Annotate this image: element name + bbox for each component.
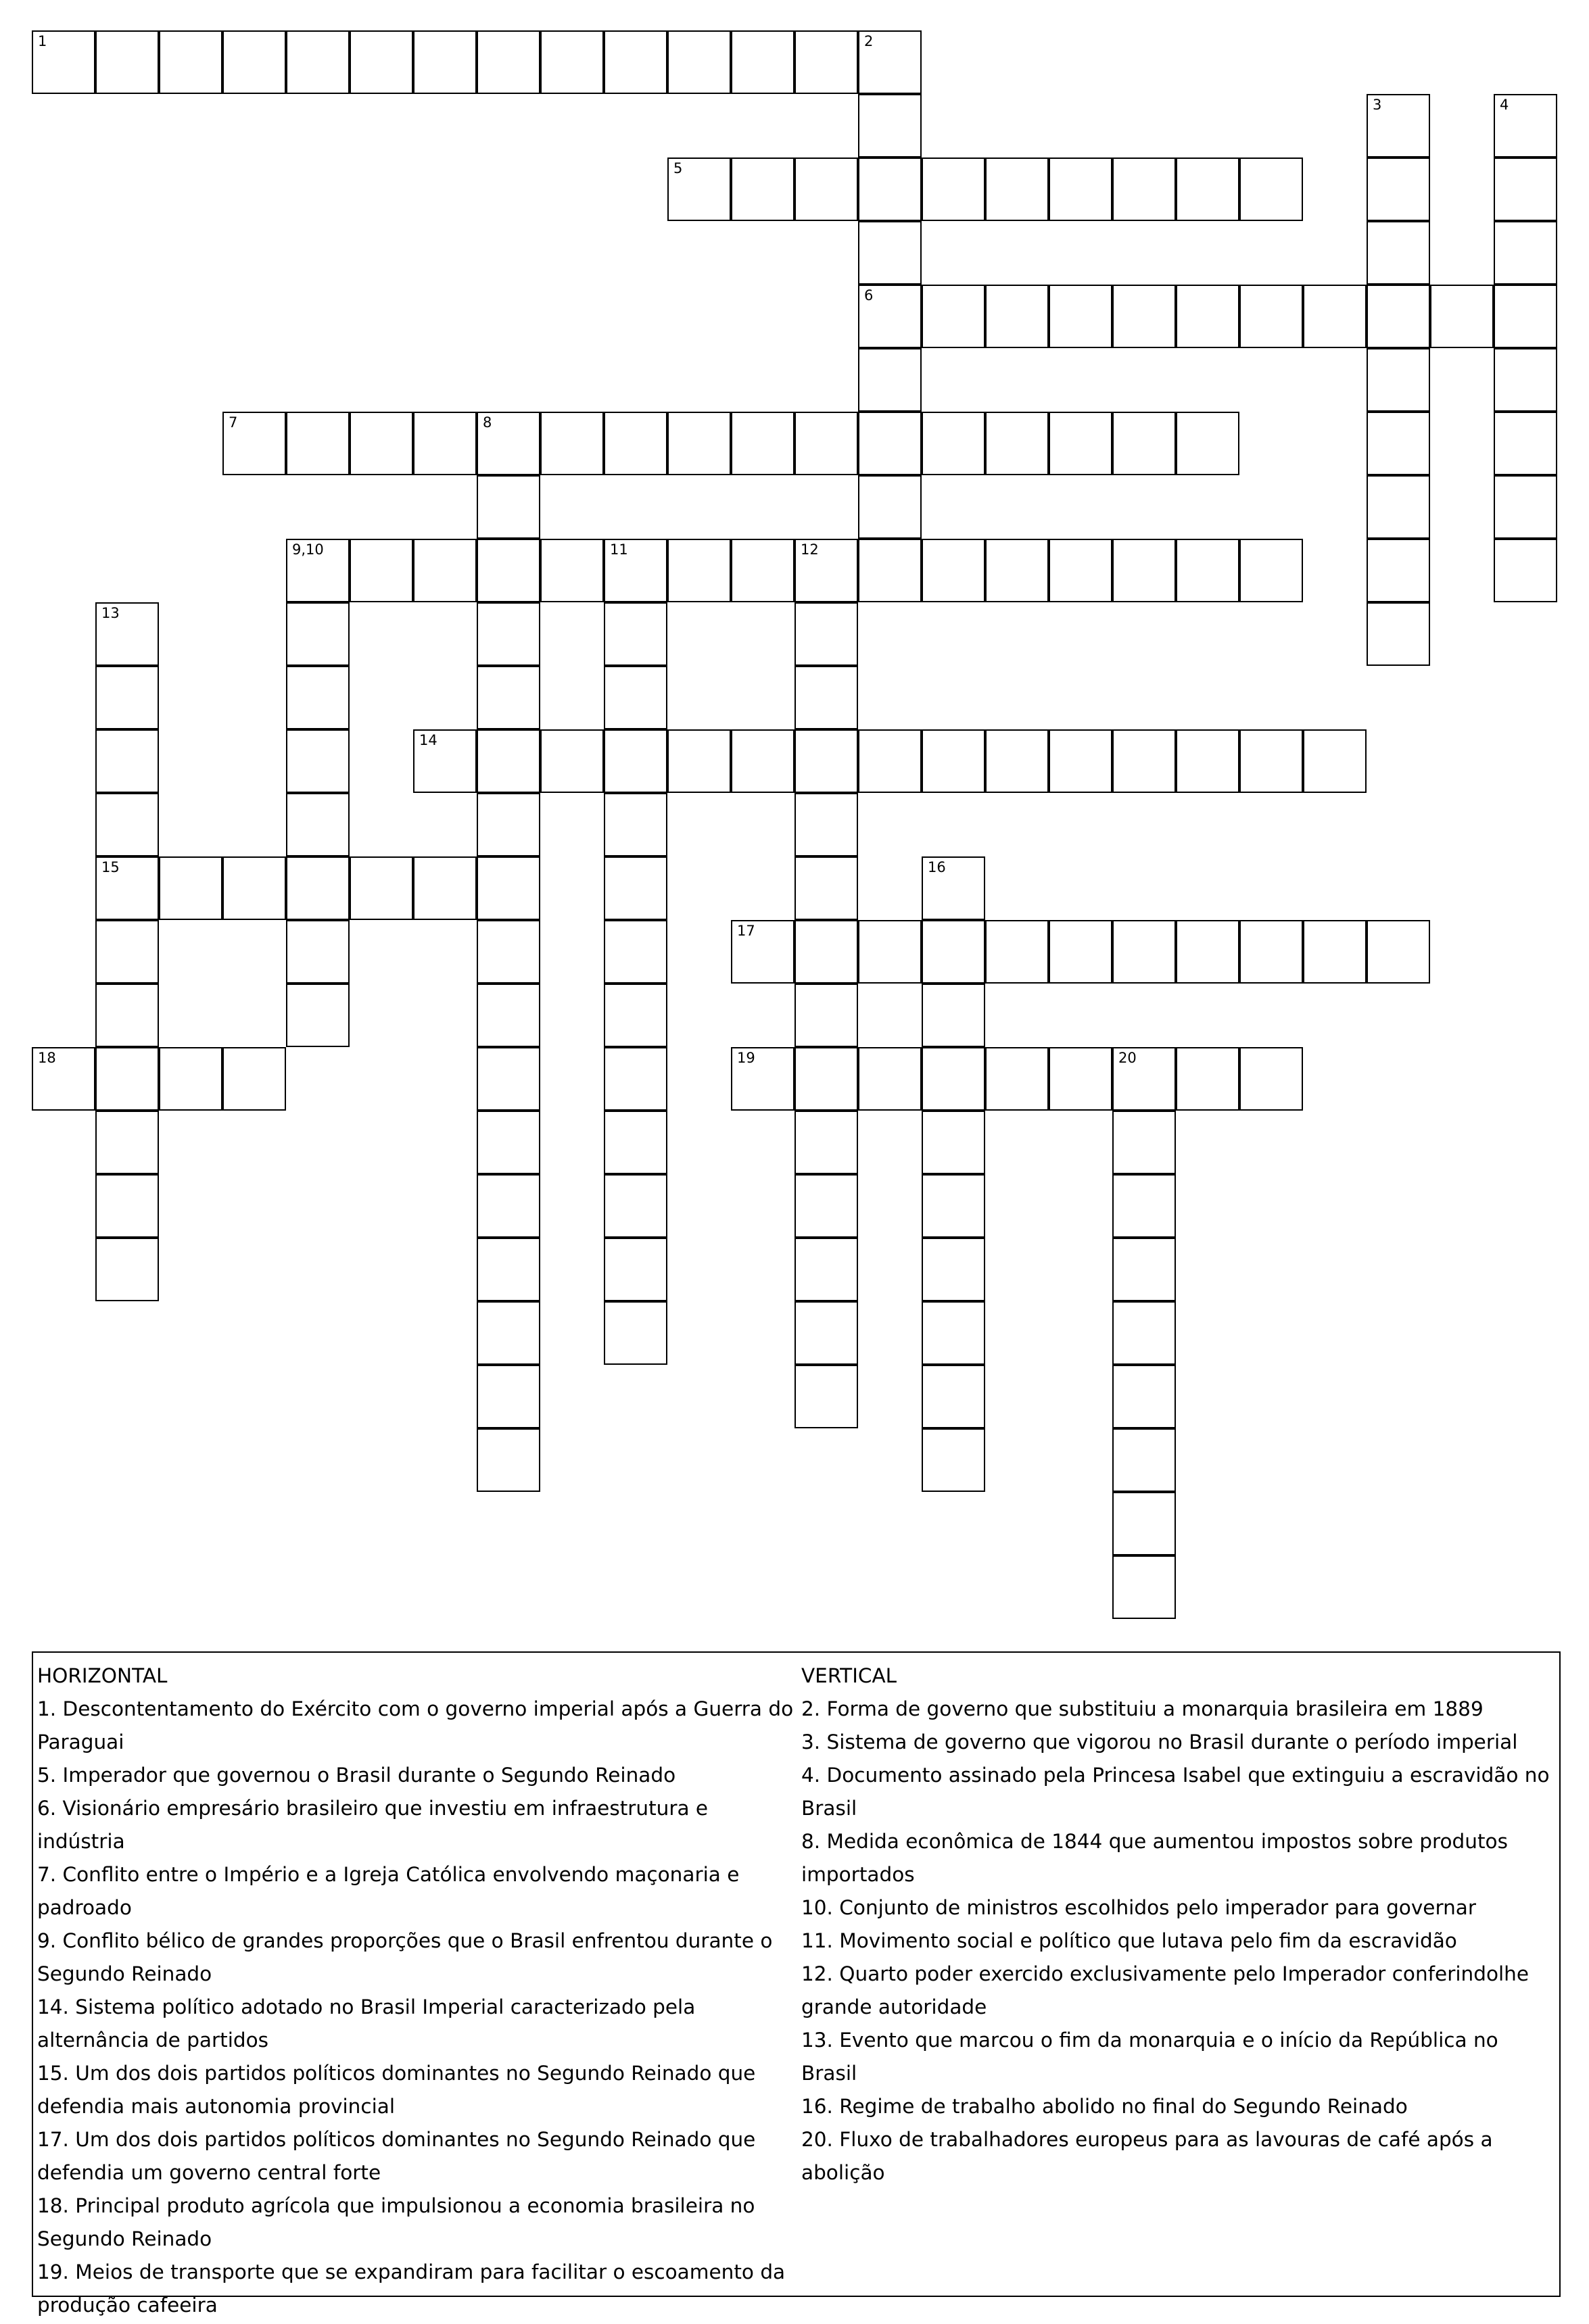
grid-cell[interactable]: [1049, 539, 1112, 602]
grid-cell[interactable]: [95, 793, 159, 856]
grid-cell[interactable]: [858, 30, 922, 94]
grid-cell[interactable]: [922, 1428, 985, 1492]
grid-cell[interactable]: [858, 412, 922, 475]
grid-cell[interactable]: [1112, 158, 1176, 221]
grid-cell[interactable]: [858, 221, 922, 285]
grid-cell[interactable]: [1049, 158, 1112, 221]
grid-cell[interactable]: [922, 412, 985, 475]
grid-cell[interactable]: [794, 158, 858, 221]
grid-cell[interactable]: [922, 1047, 985, 1111]
horizontal-clues: [37, 1660, 794, 2322]
grid-cell[interactable]: [477, 1174, 540, 1238]
clue-number: 18: [38, 1050, 56, 1066]
horizontal-clue: 5. Imperador que governou o Brasil durante o Segundo Reinado: [37, 1764, 676, 1787]
grid-cell[interactable]: [794, 1365, 858, 1428]
grid-cell[interactable]: [1367, 475, 1430, 539]
clue-number: 20: [1118, 1050, 1137, 1066]
grid-cell[interactable]: [1239, 539, 1303, 602]
grid-cell[interactable]: [477, 30, 540, 94]
grid-cell[interactable]: [1112, 285, 1176, 348]
grid-cell[interactable]: [985, 920, 1049, 984]
vertical-clue: 2. Forma de governo que substituiu a monarquia brasileira em 1889: [801, 1697, 1484, 1720]
grid-cell[interactable]: [95, 30, 159, 94]
vertical-clue: 8. Medida econômica de 1844 que aumentou impostos sobre produtos importados: [801, 1830, 1508, 1886]
clue-number: 15: [101, 859, 120, 875]
grid-cell[interactable]: [794, 1111, 858, 1174]
grid-cell[interactable]: [95, 1238, 159, 1301]
grid-cell[interactable]: [413, 729, 477, 793]
grid-cell[interactable]: [604, 1111, 667, 1174]
grid-cell[interactable]: [1112, 1047, 1176, 1111]
grid-cell[interactable]: [858, 1047, 922, 1111]
grid-cell[interactable]: [1176, 920, 1239, 984]
grid-cell[interactable]: [731, 920, 794, 984]
clue-number: 16: [928, 859, 946, 875]
clue-number: 1: [38, 33, 47, 49]
grid-cell[interactable]: [858, 285, 922, 348]
grid-cell[interactable]: [1239, 729, 1303, 793]
grid-cell[interactable]: [286, 856, 350, 920]
grid-cell[interactable]: [159, 1047, 222, 1111]
grid-cell[interactable]: [413, 412, 477, 475]
grid-cell[interactable]: [922, 856, 985, 920]
grid-cell[interactable]: [1049, 920, 1112, 984]
grid-cell[interactable]: [540, 729, 604, 793]
grid-cell[interactable]: [95, 1174, 159, 1238]
grid-cell[interactable]: [1112, 729, 1176, 793]
grid-cell[interactable]: [350, 539, 413, 602]
grid-cell[interactable]: [858, 539, 922, 602]
grid-cell[interactable]: [477, 1111, 540, 1174]
grid-cell[interactable]: [477, 920, 540, 984]
clue-number: 2: [864, 33, 874, 49]
grid-cell[interactable]: [95, 666, 159, 729]
grid-cell[interactable]: [985, 158, 1049, 221]
grid-cell[interactable]: [1176, 285, 1239, 348]
grid-cell[interactable]: [604, 793, 667, 856]
grid-cell[interactable]: [922, 158, 985, 221]
vertical-clue-list: [801, 1693, 1555, 2189]
grid-cell[interactable]: [1239, 285, 1303, 348]
grid-cell[interactable]: [222, 1047, 286, 1111]
grid-cell[interactable]: [858, 475, 922, 539]
grid-cell[interactable]: [858, 348, 922, 412]
clues-panel: [32, 1651, 1561, 2317]
grid-cell[interactable]: [922, 1365, 985, 1428]
grid-cell[interactable]: [858, 158, 922, 221]
grid-cell[interactable]: [1494, 94, 1557, 158]
grid-cell[interactable]: [731, 30, 794, 94]
grid-cell[interactable]: [1303, 285, 1367, 348]
horizontal-clue: 18. Principal produto agrícola que impulsionou a economia brasileira no Segundo Reinado: [37, 2194, 755, 2250]
vertical-clues: [801, 1660, 1555, 2189]
grid-cell[interactable]: [477, 602, 540, 666]
grid-cell[interactable]: [1176, 412, 1239, 475]
grid-cell[interactable]: [794, 793, 858, 856]
grid-cell[interactable]: [1303, 729, 1367, 793]
grid-cell[interactable]: [540, 412, 604, 475]
grid-cell[interactable]: [794, 602, 858, 666]
horizontal-clue: 14. Sistema político adotado no Brasil Imperial caracterizado pela alternância de partidos: [37, 1995, 696, 2052]
grid-cell[interactable]: [477, 793, 540, 856]
grid-cell[interactable]: [604, 729, 667, 793]
grid-cell[interactable]: [1494, 539, 1557, 602]
grid-cell[interactable]: [1367, 158, 1430, 221]
horizontal-clue: 1. Descontentamento do Exército com o governo imperial após a Guerra do Paraguai: [37, 1697, 794, 1753]
grid-cell[interactable]: [540, 539, 604, 602]
grid-cell[interactable]: [922, 1301, 985, 1365]
grid-cell[interactable]: [413, 539, 477, 602]
grid-cell[interactable]: [794, 30, 858, 94]
grid-cell[interactable]: [604, 1301, 667, 1365]
grid-cell[interactable]: [1367, 94, 1430, 158]
grid-cell[interactable]: [1494, 412, 1557, 475]
grid-cell[interactable]: [794, 539, 858, 602]
vertical-clue: 13. Evento que marcou o fim da monarquia e o início da República no Brasil: [801, 2029, 1498, 2085]
grid-cell[interactable]: [794, 1174, 858, 1238]
grid-cell[interactable]: [477, 1428, 540, 1492]
grid-cell[interactable]: [540, 30, 604, 94]
grid-cell[interactable]: [286, 539, 350, 602]
grid-cell[interactable]: [1049, 729, 1112, 793]
grid-cell[interactable]: [667, 412, 731, 475]
grid-cell[interactable]: [794, 666, 858, 729]
grid-cell[interactable]: [350, 412, 413, 475]
grid-cell[interactable]: [1367, 412, 1430, 475]
grid-cell[interactable]: [604, 30, 667, 94]
clue-number: 13: [101, 605, 120, 621]
grid-cell[interactable]: [794, 412, 858, 475]
vertical-clue: 20. Fluxo de trabalhadores europeus para as lavouras de café após a abolição: [801, 2128, 1493, 2184]
grid-cell[interactable]: [1303, 920, 1367, 984]
grid-cell[interactable]: [413, 856, 477, 920]
grid-cell[interactable]: [159, 30, 222, 94]
grid-cell[interactable]: [1367, 539, 1430, 602]
grid-cell[interactable]: [286, 666, 350, 729]
vertical-clue: 10. Conjunto de ministros escolhidos pelo imperador para governar: [801, 1896, 1476, 1919]
vertical-clue: 4. Documento assinado pela Princesa Isabel que extinguiu a escravidão no Brasil: [801, 1764, 1550, 1820]
clue-number: 5: [673, 160, 683, 176]
grid-cell[interactable]: [667, 539, 731, 602]
grid-cell[interactable]: [95, 856, 159, 920]
vertical-heading: VERTICAL: [801, 1664, 897, 1687]
grid-cell[interactable]: [286, 984, 350, 1047]
grid-cell[interactable]: [1367, 920, 1430, 984]
grid-cell[interactable]: [604, 920, 667, 984]
grid-cell[interactable]: [222, 412, 286, 475]
grid-cell[interactable]: [1176, 1047, 1239, 1111]
grid-cell[interactable]: [286, 793, 350, 856]
horizontal-clue: 9. Conflito bélico de grandes proporções que o Brasil enfrentou durante o Segundo Reinado: [37, 1929, 773, 1985]
grid-cell[interactable]: [477, 412, 540, 475]
vertical-clue: 3. Sistema de governo que vigorou no Brasil durante o período imperial: [801, 1730, 1518, 1753]
grid-cell[interactable]: [858, 94, 922, 158]
horizontal-heading: HORIZONTAL: [37, 1664, 168, 1687]
grid-cell[interactable]: [794, 729, 858, 793]
grid-cell[interactable]: [1367, 348, 1430, 412]
grid-cell[interactable]: [922, 920, 985, 984]
clue-number: 4: [1500, 97, 1509, 113]
grid-cell[interactable]: [1494, 348, 1557, 412]
grid-cell[interactable]: [477, 1301, 540, 1365]
grid-cell[interactable]: [350, 30, 413, 94]
grid-cell[interactable]: [286, 412, 350, 475]
grid-cell[interactable]: [731, 729, 794, 793]
grid-cell[interactable]: [1494, 285, 1557, 348]
grid-cell[interactable]: [985, 539, 1049, 602]
clue-number: 3: [1373, 97, 1382, 113]
clue-number: 19: [737, 1050, 755, 1066]
grid-cell[interactable]: [922, 1174, 985, 1238]
grid-cell[interactable]: [1176, 729, 1239, 793]
grid-cell[interactable]: [1049, 1047, 1112, 1111]
grid-cell[interactable]: [1367, 602, 1430, 666]
grid-cell[interactable]: [1112, 1555, 1176, 1619]
grid-cell[interactable]: [477, 1365, 540, 1428]
grid-cell[interactable]: [477, 666, 540, 729]
grid-cell[interactable]: [1112, 1428, 1176, 1492]
grid-cell[interactable]: [604, 984, 667, 1047]
horizontal-clue: 7. Conflito entre o Império e a Igreja Católica envolvendo maçonaria e padroado: [37, 1863, 740, 1919]
grid-cell[interactable]: [1239, 1047, 1303, 1111]
clue-number: 11: [610, 541, 628, 558]
grid-cell[interactable]: [1239, 920, 1303, 984]
grid-cell[interactable]: [604, 666, 667, 729]
grid-cell[interactable]: [1112, 920, 1176, 984]
grid-cell[interactable]: [222, 856, 286, 920]
clue-number: 6: [864, 287, 874, 304]
grid-cell[interactable]: [794, 984, 858, 1047]
grid-cell[interactable]: [1494, 158, 1557, 221]
grid-cell[interactable]: [604, 1047, 667, 1111]
grid-cell[interactable]: [477, 984, 540, 1047]
grid-cell[interactable]: [477, 1238, 540, 1301]
grid-cell[interactable]: [413, 30, 477, 94]
vertical-clue: 11. Movimento social e político que lutava pelo fim da escravidão: [801, 1929, 1457, 1952]
grid-cell[interactable]: [858, 729, 922, 793]
grid-cell[interactable]: [858, 920, 922, 984]
clue-number: 17: [737, 923, 755, 939]
grid-cell[interactable]: [985, 1047, 1049, 1111]
grid-cell[interactable]: [922, 285, 985, 348]
grid-cell[interactable]: [95, 602, 159, 666]
grid-cell[interactable]: [222, 30, 286, 94]
grid-cell[interactable]: [1176, 158, 1239, 221]
grid-cell[interactable]: [604, 539, 667, 602]
grid-cell[interactable]: [794, 1238, 858, 1301]
grid-cell[interactable]: [922, 1111, 985, 1174]
horizontal-clue: 15. Um dos dois partidos políticos dominantes no Segundo Reinado que defendia mais autonomia provincial: [37, 2062, 756, 2118]
grid-cell[interactable]: [667, 729, 731, 793]
grid-cell[interactable]: [604, 1174, 667, 1238]
grid-cell[interactable]: [1367, 285, 1430, 348]
horizontal-clue: 6. Visionário empresário brasileiro que investiu em infraestrutura e indústria: [37, 1797, 709, 1853]
grid-cell[interactable]: [1112, 1238, 1176, 1301]
grid-cell[interactable]: [286, 602, 350, 666]
grid-cell[interactable]: [1112, 1301, 1176, 1365]
grid-cell[interactable]: [477, 729, 540, 793]
grid-cell[interactable]: [477, 856, 540, 920]
grid-cell[interactable]: [922, 729, 985, 793]
grid-cell[interactable]: [604, 1238, 667, 1301]
grid-cell[interactable]: [731, 1047, 794, 1111]
grid-cell[interactable]: [604, 412, 667, 475]
grid-cell[interactable]: [731, 539, 794, 602]
grid-cell[interactable]: [477, 539, 540, 602]
grid-cell[interactable]: [731, 412, 794, 475]
grid-cell[interactable]: [985, 412, 1049, 475]
grid-cell[interactable]: [1176, 539, 1239, 602]
clue-number: 8: [483, 414, 492, 431]
grid-cell[interactable]: [1494, 221, 1557, 285]
grid-cell[interactable]: [794, 1047, 858, 1111]
clue-number: 12: [801, 541, 819, 558]
grid-cell[interactable]: [95, 1047, 159, 1111]
grid-cell[interactable]: [922, 1238, 985, 1301]
grid-cell[interactable]: [286, 729, 350, 793]
grid-cell[interactable]: [350, 856, 413, 920]
grid-cell[interactable]: [1494, 475, 1557, 539]
horizontal-clue-list: [37, 1693, 794, 2322]
grid-cell[interactable]: [32, 30, 95, 94]
grid-cell[interactable]: [32, 1047, 95, 1111]
clue-number: 14: [419, 732, 437, 748]
grid-cell[interactable]: [794, 1301, 858, 1365]
grid-cell[interactable]: [1430, 285, 1494, 348]
grid-cell[interactable]: [286, 30, 350, 94]
grid-cell[interactable]: [1112, 1174, 1176, 1238]
grid-cell[interactable]: [95, 984, 159, 1047]
grid-cell[interactable]: [794, 920, 858, 984]
grid-cell[interactable]: [286, 920, 350, 984]
grid-cell[interactable]: [1049, 285, 1112, 348]
grid-cell[interactable]: [1112, 412, 1176, 475]
grid-cell[interactable]: [922, 539, 985, 602]
vertical-clue: 12. Quarto poder exercido exclusivamente pelo Imperador conferindolhe grande autoridade: [801, 1962, 1529, 2018]
grid-cell[interactable]: [1367, 221, 1430, 285]
grid-cell[interactable]: [604, 602, 667, 666]
grid-cell[interactable]: [922, 984, 985, 1047]
grid-cell[interactable]: [1112, 1492, 1176, 1555]
grid-cell[interactable]: [731, 158, 794, 221]
grid-cell[interactable]: [985, 729, 1049, 793]
grid-cell[interactable]: [159, 856, 222, 920]
grid-cell[interactable]: [95, 729, 159, 793]
horizontal-clue: 17. Um dos dois partidos políticos dominantes no Segundo Reinado que defendia um governo central forte: [37, 2128, 756, 2184]
grid-cell[interactable]: [95, 1111, 159, 1174]
grid-cell[interactable]: [667, 30, 731, 94]
vertical-clue: 16. Regime de trabalho abolido no final do Segundo Reinado: [801, 2095, 1408, 2118]
grid-cell[interactable]: [1112, 1365, 1176, 1428]
grid-cell[interactable]: [794, 856, 858, 920]
grid-cell[interactable]: [667, 158, 731, 221]
clue-number: 9,10: [292, 541, 324, 558]
grid-cell[interactable]: [1112, 1111, 1176, 1174]
grid-cell[interactable]: [985, 285, 1049, 348]
clue-number: 7: [229, 414, 238, 431]
grid-cell[interactable]: [95, 920, 159, 984]
grid-cell[interactable]: [1112, 539, 1176, 602]
grid-cell[interactable]: [1239, 158, 1303, 221]
grid-cell[interactable]: [477, 1047, 540, 1111]
grid-cell[interactable]: [1049, 412, 1112, 475]
horizontal-clue: 19. Meios de transporte que se expandiram para facilitar o escoamento da produção cafeeira: [37, 2260, 786, 2317]
grid-cell[interactable]: [477, 475, 540, 539]
grid-cell[interactable]: [604, 856, 667, 920]
